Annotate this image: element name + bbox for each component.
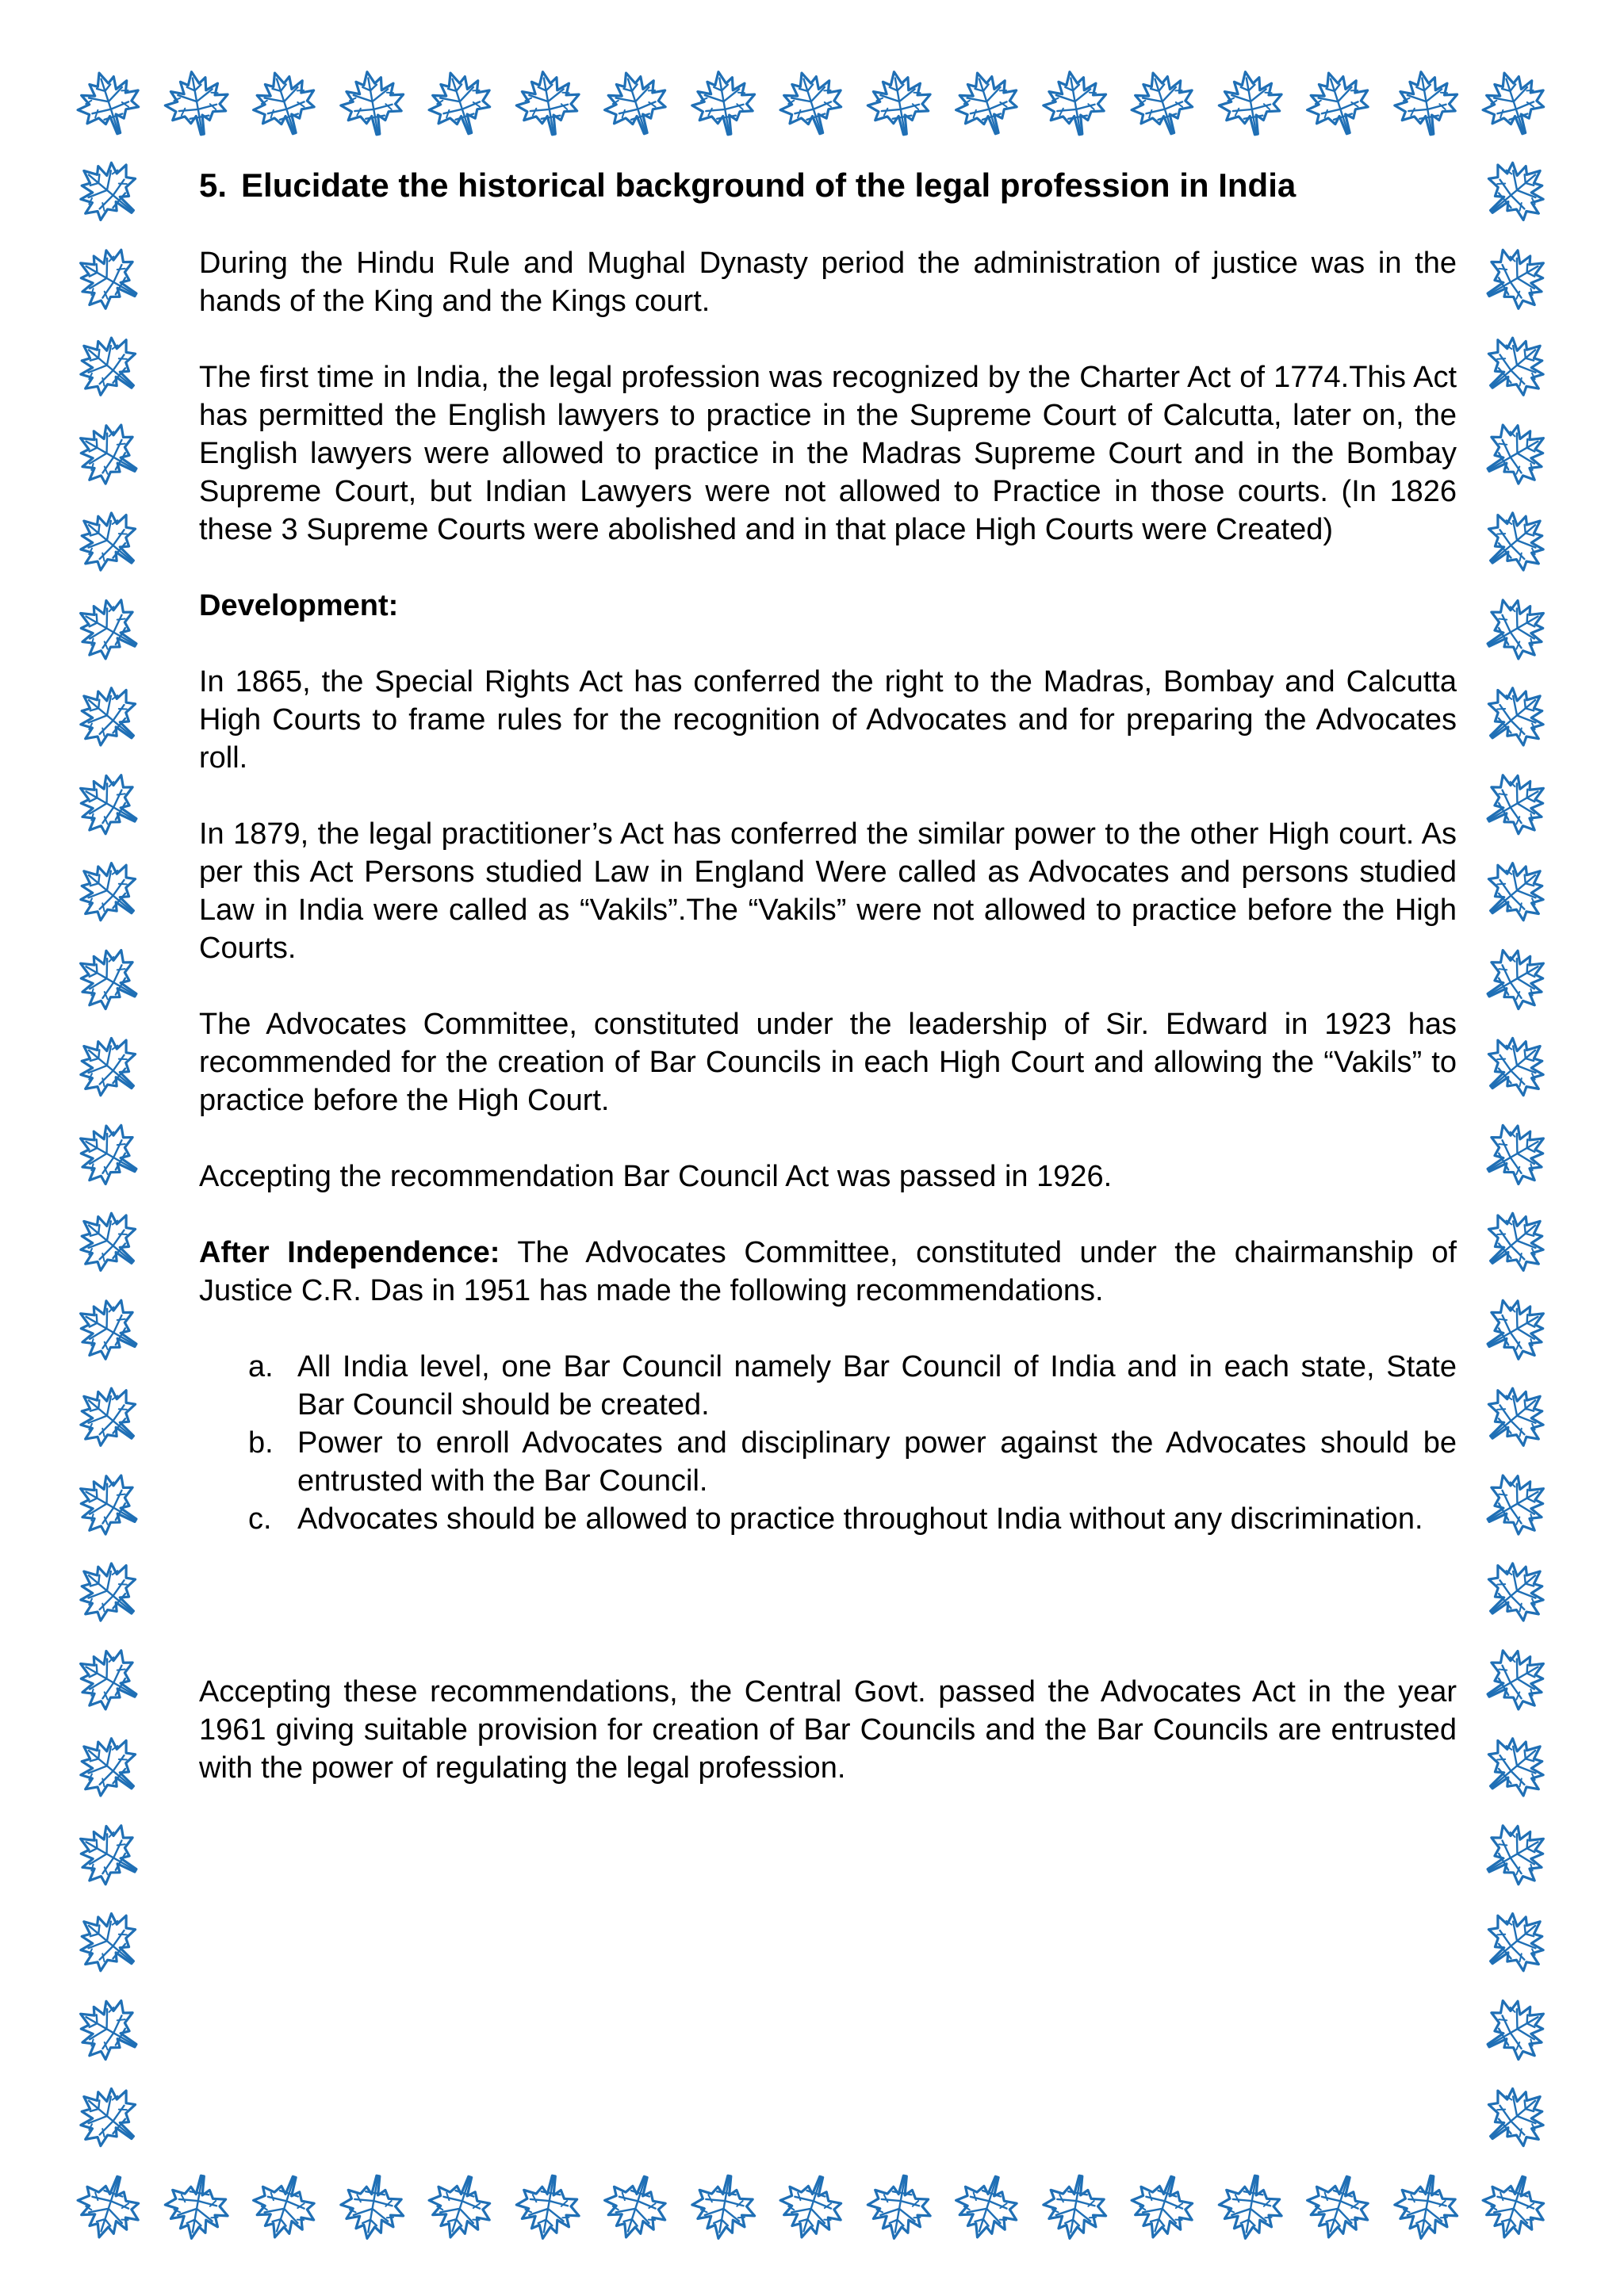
maple-leaf-icon xyxy=(1298,2167,1378,2247)
maple-leaf-icon xyxy=(1473,235,1559,322)
maple-leaf-icon xyxy=(1473,1987,1559,2073)
paragraph-advocates-committee-1923: The Advocates Committee, constituted under the leadership of Sir. Edward in 1923 has recommended for the creation of Bar Councils in each High Court and allowing the “Vakils” to practice before the High Court. xyxy=(199,1008,1457,1117)
maple-leaf-icon xyxy=(1471,496,1561,586)
paragraph-advocates-act-1961: Accepting these recommendations, the Central Govt. passed the Advocates Act in the year 1961 giving suitable provision for creation of Bar Councils and the Bar Councils are entrusted with the power of regulating the legal profession. xyxy=(199,1675,1457,1785)
maple-leaf-icon xyxy=(1390,2171,1464,2244)
maple-leaf-icon xyxy=(1298,63,1378,144)
paragraph-bar-council-act: Accepting the recommendation Bar Council Act was passed in 1926. xyxy=(199,1160,1113,1193)
maple-leaf-icon xyxy=(65,586,151,672)
maple-leaf-icon xyxy=(1214,67,1288,140)
maple-leaf-icon xyxy=(596,63,676,144)
list-item-letter: c. xyxy=(248,1502,272,1536)
maple-leaf-icon xyxy=(65,1987,151,2073)
development-heading: Development: xyxy=(199,589,399,622)
maple-leaf-icon xyxy=(1039,2171,1113,2244)
maple-leaf-icon xyxy=(63,672,153,761)
list-item-letter: b. xyxy=(248,1426,274,1460)
maple-leaf-icon xyxy=(244,2167,324,2247)
maple-leaf-icon xyxy=(511,2171,585,2244)
maple-leaf-icon xyxy=(1471,1197,1561,1287)
maple-leaf-icon xyxy=(688,67,761,140)
maple-leaf-icon xyxy=(63,1897,153,1987)
maple-leaf-icon xyxy=(1390,67,1464,140)
maple-leaf-icon xyxy=(65,235,151,322)
maple-leaf-icon xyxy=(1471,2072,1561,2162)
maple-leaf-icon xyxy=(63,2072,153,2162)
maple-leaf-icon xyxy=(1471,1722,1561,1812)
maple-leaf-icon xyxy=(1474,2167,1554,2247)
after-independence-label: After Independence: xyxy=(199,1236,500,1269)
list-item-text: Power to enroll Advocates and disciplinary power against the Advocates should be entrusted with the Bar Council. xyxy=(297,1426,1457,1498)
maple-leaf-icon xyxy=(63,1022,153,1112)
maple-leaf-icon xyxy=(596,2167,676,2247)
maple-leaf-icon xyxy=(1039,67,1113,140)
maple-leaf-icon xyxy=(69,2167,149,2247)
maple-leaf-icon xyxy=(1214,2171,1288,2244)
maple-leaf-icon xyxy=(65,936,151,1023)
maple-leaf-icon xyxy=(63,496,153,586)
list-item-text: All India level, one Bar Council namely Bar Council of India and in each state, State Bar Council should be created. xyxy=(297,1350,1457,1422)
recommendations-list xyxy=(199,1348,1457,1538)
maple-leaf-icon xyxy=(336,2171,410,2244)
maple-leaf-icon xyxy=(688,2171,761,2244)
maple-leaf-icon xyxy=(772,63,852,144)
after-independence-text: The Advocates Committee, constituted under the chairmanship of Justice C.R. Das in 1951 has made the following recommendations. xyxy=(199,1236,1457,1307)
maple-leaf-icon xyxy=(1123,2167,1203,2247)
maple-leaf-icon xyxy=(1473,1636,1559,1723)
maple-leaf-icon xyxy=(1473,1286,1559,1372)
maple-leaf-icon xyxy=(65,761,151,848)
maple-leaf-icon xyxy=(863,2171,936,2244)
maple-leaf-icon xyxy=(63,1372,153,1462)
maple-leaf-icon xyxy=(1471,1022,1561,1112)
list-item xyxy=(248,1348,1457,1424)
list-item-text: Advocates should be allowed to practice throughout India without any discrimination. xyxy=(297,1502,1423,1536)
maple-leaf-icon xyxy=(244,63,324,144)
spacer xyxy=(199,1538,1457,1673)
maple-leaf-icon xyxy=(65,1286,151,1372)
maple-leaf-icon xyxy=(1473,586,1559,672)
maple-leaf-icon xyxy=(420,63,500,144)
paragraph-legal-practitioners-act: In 1879, the legal practitioner’s Act has conferred the similar power to the other High court. As per this Act Persons studied Law in England Were called as Advocates and persons studied Law in India were called as “Vakils”.The “Vakils” were not allowed to practice before the High Courts. xyxy=(199,817,1457,965)
maple-leaf-icon xyxy=(420,2167,500,2247)
maple-leaf-icon xyxy=(1473,761,1559,848)
maple-leaf-icon xyxy=(63,1197,153,1287)
list-item-letter: a. xyxy=(248,1350,274,1383)
maple-leaf-icon xyxy=(1473,1812,1559,1898)
maple-leaf-icon xyxy=(1473,1461,1559,1548)
maple-leaf-icon xyxy=(65,1636,151,1723)
maple-leaf-icon xyxy=(1471,1372,1561,1462)
maple-leaf-icon xyxy=(65,1812,151,1898)
maple-leaf-icon xyxy=(336,67,410,140)
paragraph-hindu-mughal: During the Hindu Rule and Mughal Dynasty period the administration of justice was in the hands of the King and the Kings court. xyxy=(199,247,1457,318)
maple-leaf-icon xyxy=(65,1461,151,1548)
maple-leaf-icon xyxy=(1473,1111,1559,1197)
maple-leaf-icon xyxy=(63,1722,153,1812)
maple-leaf-icon xyxy=(1123,63,1203,144)
question-number: 5. xyxy=(199,166,228,204)
question-heading xyxy=(199,162,1457,209)
maple-leaf-icon xyxy=(1471,1897,1561,1987)
maple-leaf-icon xyxy=(1471,147,1561,236)
maple-leaf-icon xyxy=(1474,63,1554,144)
maple-leaf-icon xyxy=(160,67,234,140)
maple-leaf-icon xyxy=(63,147,153,236)
maple-leaf-icon xyxy=(65,1111,151,1197)
maple-leaf-icon xyxy=(772,2167,852,2247)
document-body xyxy=(199,162,1457,1825)
maple-leaf-icon xyxy=(1471,672,1561,761)
maple-leaf-icon xyxy=(947,2167,1027,2247)
question-title: Elucidate the historical background of the legal profession in India xyxy=(241,166,1297,204)
maple-leaf-icon xyxy=(863,67,936,140)
paragraph-charter-act: The first time in India, the legal profession was recognized by the Charter Act of 1774.This Act has permitted the English lawyers to practice in the Supreme Court of Calcutta, later on, the English lawyers were allowed to practice in the Madras Supreme Court and in the Bombay Supreme Court, but Indian Lawyers were not allowed to Practice in those courts. (In 1826 these 3 Supreme Courts were abolished and in that place High Courts were Created) xyxy=(199,361,1457,546)
maple-leaf-icon xyxy=(1473,411,1559,497)
maple-leaf-icon xyxy=(1473,936,1559,1023)
paragraph-after-independence xyxy=(199,1234,1457,1310)
maple-leaf-icon xyxy=(69,63,149,144)
paragraph-special-rights-act: In 1865, the Special Rights Act has conferred the right to the Madras, Bombay and Calcutta High Courts to frame rules for the recognition of Advocates and for preparing the Advocates roll. xyxy=(199,665,1457,775)
maple-leaf-icon xyxy=(63,847,153,936)
list-item xyxy=(248,1500,1457,1538)
maple-leaf-icon xyxy=(65,411,151,497)
maple-leaf-icon xyxy=(511,67,585,140)
list-item xyxy=(248,1424,1457,1500)
maple-leaf-icon xyxy=(947,63,1027,144)
maple-leaf-icon xyxy=(63,322,153,411)
maple-leaf-icon xyxy=(1471,1547,1561,1636)
maple-leaf-icon xyxy=(160,2171,234,2244)
maple-leaf-icon xyxy=(1471,847,1561,936)
maple-leaf-icon xyxy=(63,1547,153,1636)
maple-leaf-icon xyxy=(1471,322,1561,411)
